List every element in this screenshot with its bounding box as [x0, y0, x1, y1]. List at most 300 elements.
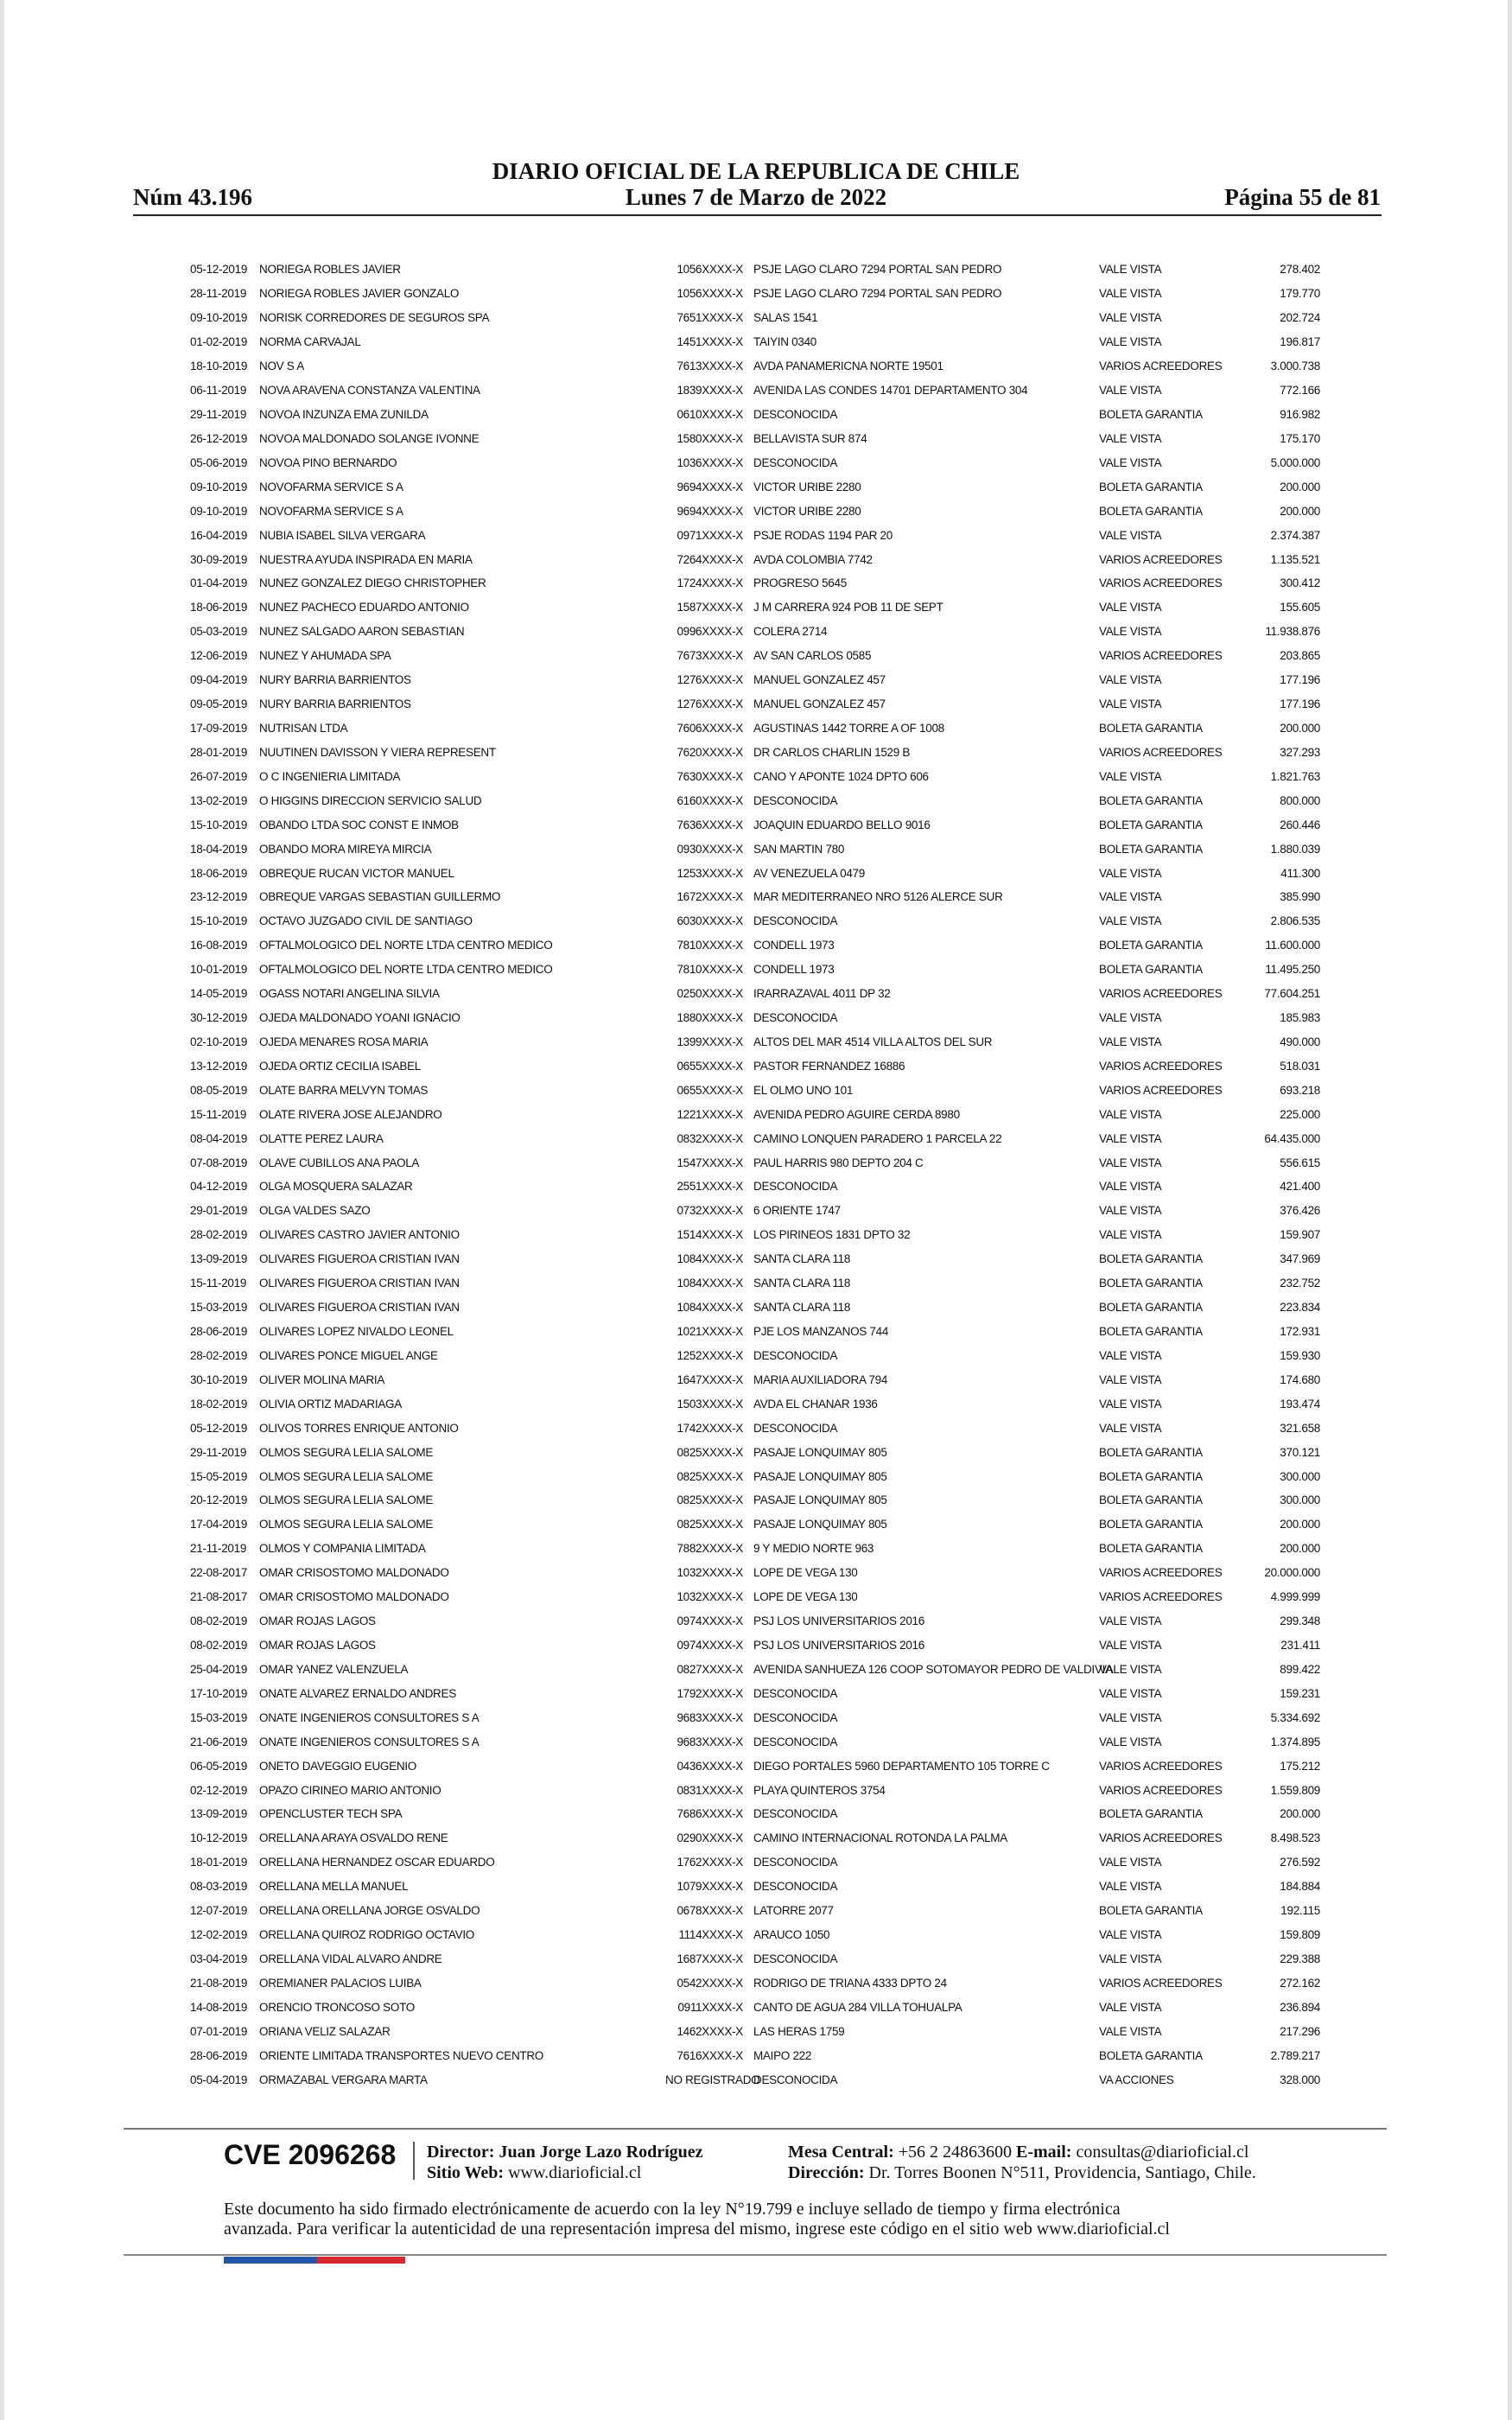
row-rut: 1399XXXX-X	[677, 1035, 743, 1048]
row-amount: 300.000	[1280, 1469, 1320, 1483]
row-amount: 385.990	[1280, 890, 1320, 904]
row-name: NUNEZ Y AHUMADA SPA	[259, 649, 391, 663]
row-name: ORIANA VELIZ SALAZAR	[259, 2024, 391, 2038]
row-date: 05-06-2019	[190, 455, 248, 469]
row-rut: 0974XXXX-X	[677, 1639, 743, 1652]
table-row	[190, 812, 1320, 837]
row-rut: 7636XXXX-X	[677, 818, 743, 831]
table-row	[190, 1729, 1320, 1754]
table-row	[190, 1223, 1320, 1247]
row-name: NORIEGA ROBLES JAVIER	[259, 263, 401, 277]
row-address: DESCONOCIDA	[753, 1880, 838, 1894]
table-row	[190, 1054, 1320, 1078]
row-type: VARIOS ACREEDORES	[1099, 1831, 1223, 1845]
email-link[interactable]: consultas@diarioficial.cl	[1076, 2143, 1249, 2162]
row-name: NUNEZ PACHECO EDUARDO ANTONIO	[259, 601, 469, 615]
row-date: 01-02-2019	[190, 335, 248, 349]
row-rut: 0971XXXX-X	[677, 528, 743, 542]
row-rut: 7882XXXX-X	[677, 1542, 743, 1556]
table-row	[190, 885, 1320, 909]
row-amount: 2.374.387	[1270, 528, 1320, 542]
row-rut: 1021XXXX-X	[677, 1325, 743, 1339]
row-amount: 159.907	[1280, 1228, 1320, 1242]
row-address: PASAJE LONQUIMAY 805	[753, 1518, 887, 1532]
row-name: OLIVOS TORRES ENRIQUE ANTONIO	[259, 1421, 459, 1435]
row-rut: 7620XXXX-X	[677, 745, 743, 759]
row-rut: 1580XXXX-X	[677, 431, 743, 445]
row-address: PASTOR FERNANDEZ 16886	[753, 1059, 905, 1073]
row-amount: 278.402	[1280, 263, 1320, 277]
row-rut: 1514XXXX-X	[677, 1228, 743, 1242]
row-date: 28-06-2019	[190, 2048, 248, 2062]
row-amount: 202.724	[1280, 311, 1320, 325]
row-name: OBANDO MORA MIREYA MIRCIA	[259, 842, 432, 856]
row-date: 23-12-2019	[190, 890, 248, 904]
row-amount: 8.498.523	[1270, 1831, 1320, 1845]
row-type: VARIOS ACREEDORES	[1099, 649, 1223, 663]
row-type: VALE VISTA	[1099, 1035, 1162, 1048]
row-name: NUESTRA AYUDA INSPIRADA EN MARIA	[259, 552, 473, 566]
row-type: VALE VISTA	[1099, 1928, 1162, 1942]
table-row	[190, 499, 1320, 523]
row-name: OLIVARES PONCE MIGUEL ANGE	[259, 1348, 438, 1362]
row-name: OLATE BARRA MELVYN TOMAS	[259, 1083, 429, 1097]
row-date: 15-10-2019	[190, 914, 248, 928]
row-address: PASAJE LONQUIMAY 805	[753, 1445, 887, 1459]
row-amount: 11.600.000	[1265, 939, 1320, 952]
row-date: 15-03-2019	[190, 1301, 248, 1315]
row-name: NUUTINEN DAVISSON Y VIERA REPRESENT	[259, 745, 496, 759]
row-address: LOS PIRINEOS 1831 DPTO 32	[753, 1228, 911, 1242]
row-rut: 0827XXXX-X	[677, 1662, 743, 1676]
row-address: DESCONOCIDA	[753, 914, 838, 928]
table-row	[190, 837, 1320, 861]
row-rut: 0678XXXX-X	[677, 1904, 743, 1918]
row-rut: 1114XXXX-X	[678, 1928, 743, 1942]
table-row	[190, 1150, 1320, 1175]
row-address: PSJ LOS UNIVERSITARIOS 2016	[753, 1639, 924, 1652]
cve-code: CVE 2096268	[224, 2139, 397, 2170]
row-type: VARIOS ACREEDORES	[1099, 1059, 1223, 1073]
table-row	[190, 1126, 1320, 1150]
row-name: NORMA CARVAJAL	[259, 335, 361, 349]
row-name: OLMOS SEGURA LELIA SALOME	[259, 1518, 434, 1532]
row-name: ORELLANA ORELLANA JORGE OSVALDO	[259, 1904, 480, 1918]
row-type: VALE VISTA	[1099, 1397, 1162, 1411]
row-rut: 1084XXXX-X	[677, 1252, 743, 1266]
row-address: PROGRESO 5645	[753, 576, 847, 590]
row-amount: 155.605	[1280, 601, 1320, 615]
table-row	[190, 788, 1320, 812]
row-type: VALE VISTA	[1099, 528, 1162, 542]
row-type: BOLETA GARANTIA	[1099, 1277, 1203, 1290]
site-link[interactable]: www.diarioficial.cl	[508, 2163, 642, 2182]
table-row	[190, 1705, 1320, 1729]
row-date: 05-12-2019	[190, 1421, 248, 1435]
row-amount: 376.426	[1280, 1204, 1320, 1218]
row-rut: 6030XXXX-X	[677, 914, 743, 928]
row-date: 09-04-2019	[190, 673, 248, 687]
row-amount: 200.000	[1280, 721, 1320, 735]
row-type: VALE VISTA	[1099, 2024, 1162, 2038]
row-name: OJEDA MALDONADO YOANI IGNACIO	[259, 1011, 461, 1025]
row-date: 18-02-2019	[190, 1397, 248, 1411]
row-name: NOVA ARAVENA CONSTANZA VALENTINA	[259, 384, 480, 398]
row-address: IRARRAZAVAL 4011 DP 32	[753, 987, 891, 1001]
row-date: 30-10-2019	[190, 1372, 248, 1386]
row-address: DESCONOCIDA	[753, 793, 838, 807]
row-address: AVDA EL CHANAR 1936	[753, 1397, 878, 1411]
row-type: VA ACCIONES	[1099, 2073, 1174, 2086]
row-date: 09-10-2019	[190, 504, 248, 518]
row-amount: 3.000.738	[1270, 360, 1320, 373]
row-type: BOLETA GARANTIA	[1099, 1301, 1203, 1315]
row-address: RODRIGO DE TRIANA 4333 DPTO 24	[753, 1976, 947, 1990]
table-row	[190, 354, 1320, 379]
row-date: 08-04-2019	[190, 1131, 248, 1145]
row-address: MAR MEDITERRANEO NRO 5126 ALERCE SUR	[753, 890, 1003, 904]
row-date: 16-08-2019	[190, 939, 248, 952]
contact-block	[788, 2142, 1256, 2183]
row-name: OLIVARES FIGUEROA CRISTIAN IVAN	[259, 1252, 460, 1266]
row-amount: 177.196	[1280, 673, 1320, 687]
row-type: VALE VISTA	[1099, 1686, 1162, 1700]
row-rut: 0825XXXX-X	[677, 1445, 743, 1459]
row-address: DESCONOCIDA	[753, 1807, 838, 1821]
row-type: VALE VISTA	[1099, 1614, 1162, 1628]
row-amount: 4.999.999	[1270, 1590, 1320, 1604]
row-amount: 421.400	[1280, 1180, 1320, 1194]
page-number: Página 55 de 81	[1224, 184, 1381, 210]
row-type: BOLETA GARANTIA	[1099, 504, 1203, 518]
table-row	[190, 1537, 1320, 1561]
flag-blue-band	[224, 2257, 317, 2264]
row-rut: 1253XXXX-X	[677, 866, 743, 880]
row-amount: 347.969	[1280, 1252, 1320, 1266]
row-type: VALE VISTA	[1099, 1372, 1162, 1386]
row-amount: 217.296	[1280, 2024, 1320, 2038]
row-rut: 2551XXXX-X	[677, 1180, 743, 1194]
row-rut: 0436XXXX-X	[677, 1759, 743, 1773]
row-date: 21-08-2017	[190, 1590, 248, 1604]
row-type: VARIOS ACREEDORES	[1099, 1083, 1223, 1097]
row-amount: 200.000	[1280, 1542, 1320, 1556]
row-address: DESCONOCIDA	[753, 1011, 838, 1025]
row-amount: 11.495.250	[1265, 963, 1320, 977]
listing-rows	[190, 258, 1320, 2092]
row-date: 13-12-2019	[190, 1059, 248, 1073]
row-address: DIEGO PORTALES 5960 DEPARTAMENTO 105 TORRE C	[753, 1759, 1050, 1773]
row-date: 30-12-2019	[190, 1011, 248, 1025]
row-rut: 1547XXXX-X	[677, 1156, 743, 1169]
row-amount: 192.115	[1280, 1904, 1320, 1918]
row-address: CANO Y APONTE 1024 DPTO 606	[753, 769, 929, 783]
row-name: OLMOS SEGURA LELIA SALOME	[259, 1493, 434, 1507]
row-type: BOLETA GARANTIA	[1099, 1542, 1203, 1556]
row-name: OLIVARES FIGUEROA CRISTIAN IVAN	[259, 1301, 460, 1315]
row-name: NOV S A	[259, 360, 304, 373]
row-amount: 916.982	[1280, 407, 1320, 421]
row-rut: 7686XXXX-X	[677, 1807, 743, 1821]
row-name: OBREQUE VARGAS SEBASTIAN GUILLERMO	[259, 890, 501, 904]
row-name: NUNEZ GONZALEZ DIEGO CHRISTOPHER	[259, 576, 486, 590]
row-date: 08-03-2019	[190, 1880, 248, 1894]
row-amount: 236.894	[1280, 2000, 1320, 2014]
row-type: BOLETA GARANTIA	[1099, 480, 1203, 494]
row-address: LOPE DE VEGA 130	[753, 1566, 858, 1580]
table-row	[190, 426, 1320, 450]
row-address: CAMINO INTERNACIONAL ROTONDA LA PALMA	[753, 1831, 1007, 1845]
table-row	[190, 716, 1320, 741]
row-rut: 7616XXXX-X	[677, 2048, 743, 2062]
row-address: PSJ LOS UNIVERSITARIOS 2016	[753, 1614, 924, 1628]
table-row	[190, 474, 1320, 499]
table-row	[190, 547, 1320, 571]
row-rut: 9694XXXX-X	[677, 480, 743, 494]
row-amount: 800.000	[1280, 793, 1320, 807]
row-date: 20-12-2019	[190, 1493, 248, 1507]
row-address: PSJE LAGO CLARO 7294 PORTAL SAN PEDRO	[753, 263, 1002, 277]
director-label: Director:	[427, 2143, 495, 2162]
flag-stripe	[224, 2257, 405, 2264]
row-address: J M CARRERA 924 POB 11 DE SEPT	[753, 601, 943, 615]
row-name: OLIVIA ORTIZ MADARIAGA	[259, 1397, 402, 1411]
row-amount: 177.196	[1280, 697, 1320, 711]
row-name: OGASS NOTARI ANGELINA SILVIA	[259, 987, 440, 1001]
row-rut: 1032XXXX-X	[677, 1566, 743, 1580]
table-row	[190, 1802, 1320, 1826]
row-rut: 0250XXXX-X	[677, 987, 743, 1001]
table-row	[190, 1634, 1320, 1658]
row-rut: 7810XXXX-X	[677, 963, 743, 977]
table-row	[190, 1899, 1320, 1923]
row-name: OLGA VALDES SAZO	[259, 1204, 371, 1218]
row-address: EL OLMO UNO 101	[753, 1083, 854, 1097]
row-type: VALE VISTA	[1099, 1710, 1162, 1724]
table-row	[190, 1271, 1320, 1296]
row-date: 13-02-2019	[190, 793, 248, 807]
row-amount: 272.162	[1280, 1976, 1320, 1990]
row-rut: 1742XXXX-X	[677, 1421, 743, 1435]
row-rut: 0290XXXX-X	[677, 1831, 743, 1845]
row-rut: 0996XXXX-X	[677, 625, 743, 639]
row-date: 18-01-2019	[190, 1856, 248, 1869]
row-rut: 1672XXXX-X	[677, 890, 743, 904]
table-row	[190, 2067, 1320, 2092]
row-name: OLAVE CUBILLOS ANA PAOLA	[259, 1156, 420, 1169]
row-date: 10-01-2019	[190, 963, 248, 977]
row-rut: NO REGISTRADO	[665, 2073, 760, 2086]
row-date: 28-11-2019	[190, 287, 247, 301]
table-row	[190, 1850, 1320, 1875]
row-type: BOLETA GARANTIA	[1099, 1518, 1203, 1532]
table-row	[190, 1199, 1320, 1223]
row-amount: 232.752	[1280, 1277, 1320, 1290]
issue-date: Lunes 7 de Marzo de 2022	[625, 184, 887, 210]
row-address: VICTOR URIBE 2280	[753, 480, 861, 494]
row-rut: 7264XXXX-X	[677, 552, 743, 566]
row-name: OFTALMOLOGICO DEL NORTE LTDA CENTRO MEDICO	[259, 963, 553, 977]
row-date: 04-12-2019	[190, 1180, 248, 1194]
page-right-edge	[1508, 0, 1512, 2420]
row-name: OLATE RIVERA JOSE ALEJANDRO	[259, 1107, 442, 1121]
row-name: OLMOS SEGURA LELIA SALOME	[259, 1469, 434, 1483]
row-date: 28-02-2019	[190, 1228, 248, 1242]
row-type: BOLETA GARANTIA	[1099, 2048, 1203, 2062]
row-address: DESCONOCIDA	[753, 2073, 838, 2086]
footer-divider	[124, 2128, 1387, 2130]
row-rut: 0825XXXX-X	[677, 1469, 743, 1483]
row-name: O C INGENIERIA LIMITADA	[259, 769, 401, 783]
row-rut: 9683XXXX-X	[677, 1710, 743, 1724]
row-date: 15-11-2019	[190, 1107, 247, 1121]
row-rut: 7810XXXX-X	[677, 939, 743, 952]
table-row	[190, 1971, 1320, 1995]
row-name: OBREQUE RUCAN VICTOR MANUEL	[259, 866, 454, 880]
address-value: Dr. Torres Boonen N°511, Providencia, Santiago, Chile.	[868, 2163, 1256, 2182]
row-address: AVENIDA PEDRO AGUIRE CERDA 8980	[753, 1107, 960, 1121]
table-row	[190, 958, 1320, 982]
row-amount: 899.422	[1280, 1662, 1320, 1676]
row-type: VALE VISTA	[1099, 890, 1162, 904]
row-name: OLGA MOSQUERA SALAZAR	[259, 1180, 413, 1194]
row-amount: 300.000	[1280, 1493, 1320, 1507]
table-row	[190, 1561, 1320, 1585]
row-rut: 1032XXXX-X	[677, 1590, 743, 1604]
row-rut: 0542XXXX-X	[677, 1976, 743, 1990]
row-address: SAN MARTIN 780	[753, 842, 845, 856]
row-address: CAMINO LONQUEN PARADERO 1 PARCELA 22	[753, 1131, 1002, 1145]
row-rut: 1252XXXX-X	[677, 1348, 743, 1362]
row-address: DR CARLOS CHARLIN 1529 B	[753, 745, 911, 759]
row-date: 12-02-2019	[190, 1928, 248, 1942]
table-row	[190, 1030, 1320, 1054]
table-row	[190, 1343, 1320, 1367]
row-address: PSJE RODAS 1194 PAR 20	[753, 528, 893, 542]
row-name: NUNEZ SALGADO AARON SEBASTIAN	[259, 625, 465, 639]
row-type: VARIOS ACREEDORES	[1099, 1759, 1223, 1773]
row-date: 10-12-2019	[190, 1831, 248, 1845]
row-date: 06-05-2019	[190, 1759, 248, 1773]
row-amount: 693.218	[1280, 1083, 1320, 1097]
row-date: 15-10-2019	[190, 818, 248, 831]
row-date: 15-03-2019	[190, 1710, 248, 1724]
row-type: VALE VISTA	[1099, 2000, 1162, 2014]
row-address: ARAUCO 1050	[753, 1928, 830, 1942]
row-type: VARIOS ACREEDORES	[1099, 1566, 1223, 1580]
row-type: VALE VISTA	[1099, 625, 1162, 639]
row-date: 09-10-2019	[190, 311, 248, 325]
row-rut: 1276XXXX-X	[677, 697, 743, 711]
row-type: VALE VISTA	[1099, 431, 1162, 445]
row-rut: 1724XXXX-X	[677, 576, 743, 590]
row-type: VARIOS ACREEDORES	[1099, 576, 1223, 590]
row-date: 12-07-2019	[190, 1904, 248, 1918]
row-type: BOLETA GARANTIA	[1099, 1493, 1203, 1507]
row-name: OMAR ROJAS LAGOS	[259, 1639, 376, 1652]
row-amount: 1.559.809	[1270, 1783, 1320, 1797]
row-date: 09-10-2019	[190, 480, 248, 494]
row-rut: 1462XXXX-X	[677, 2024, 743, 2038]
row-name: ONATE ALVAREZ ERNALDO ANDRES	[259, 1686, 456, 1700]
row-amount: 20.000.000	[1264, 1566, 1320, 1580]
row-address: PASAJE LONQUIMAY 805	[753, 1493, 887, 1507]
row-date: 03-04-2019	[190, 1952, 248, 1965]
table-row	[190, 692, 1320, 716]
email-label: E-mail:	[1016, 2143, 1072, 2162]
row-name: OMAR YANEZ VALENZUELA	[259, 1662, 409, 1676]
row-name: NOVOFARMA SERVICE S A	[259, 504, 403, 518]
table-row	[190, 764, 1320, 788]
row-date: 17-10-2019	[190, 1686, 248, 1700]
row-date: 01-04-2019	[190, 576, 248, 590]
row-name: ORELLANA HERNANDEZ OSCAR EDUARDO	[259, 1856, 495, 1869]
mesa-label: Mesa Central:	[788, 2143, 894, 2162]
table-row	[190, 1875, 1320, 1899]
row-amount: 1.374.895	[1270, 1735, 1320, 1748]
row-name: OLIVARES FIGUEROA CRISTIAN IVAN	[259, 1277, 460, 1290]
table-row	[190, 1585, 1320, 1609]
table-row	[190, 258, 1320, 282]
row-date: 07-01-2019	[190, 2024, 248, 2038]
row-address: DESCONOCIDA	[753, 1952, 838, 1965]
row-name: NURY BARRIA BARRIENTOS	[259, 673, 411, 687]
footer-separator	[413, 2142, 415, 2180]
table-row	[190, 450, 1320, 474]
row-date: 06-11-2019	[190, 384, 247, 398]
row-type: VALE VISTA	[1099, 1107, 1162, 1121]
table-row	[190, 909, 1320, 933]
row-name: NORISK CORREDORES DE SEGUROS SPA	[259, 311, 490, 325]
row-type: VALE VISTA	[1099, 455, 1162, 469]
row-address: AV VENEZUELA 0479	[753, 866, 865, 880]
table-row	[190, 861, 1320, 885]
row-address: VICTOR URIBE 2280	[753, 504, 861, 518]
row-amount: 1.135.521	[1270, 552, 1320, 566]
row-address: DESCONOCIDA	[753, 1421, 838, 1435]
row-rut: 1503XXXX-X	[677, 1397, 743, 1411]
row-address: CONDELL 1973	[753, 939, 835, 952]
row-address: SANTA CLARA 118	[753, 1277, 851, 1290]
row-amount: 200.000	[1280, 480, 1320, 494]
row-type: VALE VISTA	[1099, 697, 1162, 711]
row-amount: 184.884	[1280, 1880, 1320, 1894]
row-type: BOLETA GARANTIA	[1099, 1904, 1203, 1918]
row-type: BOLETA GARANTIA	[1099, 1252, 1203, 1266]
row-rut: 1839XXXX-X	[677, 384, 743, 398]
row-rut: 9694XXXX-X	[677, 504, 743, 518]
row-address: COLERA 2714	[753, 625, 828, 639]
flag-red-band	[317, 2257, 405, 2264]
row-date: 21-08-2019	[190, 1976, 248, 1990]
row-address: LAS HERAS 1759	[753, 2024, 845, 2038]
row-rut: 1221XXXX-X	[677, 1107, 743, 1121]
row-amount: 321.658	[1280, 1421, 1320, 1435]
row-type: VALE VISTA	[1099, 1011, 1162, 1025]
row-rut: 1762XXXX-X	[677, 1856, 743, 1869]
row-amount: 518.031	[1280, 1059, 1320, 1073]
table-row	[190, 1078, 1320, 1102]
row-amount: 276.592	[1280, 1856, 1320, 1869]
row-date: 28-06-2019	[190, 1325, 248, 1339]
row-rut: 0930XXXX-X	[677, 842, 743, 856]
row-rut: 7630XXXX-X	[677, 769, 743, 783]
table-row	[190, 644, 1320, 668]
row-rut: 7606XXXX-X	[677, 721, 743, 735]
table-row	[190, 1367, 1320, 1392]
row-address: PAUL HARRIS 980 DEPTO 204 C	[753, 1156, 924, 1169]
row-address: AVENIDA LAS CONDES 14701 DEPARTAMENTO 304	[753, 384, 1028, 398]
